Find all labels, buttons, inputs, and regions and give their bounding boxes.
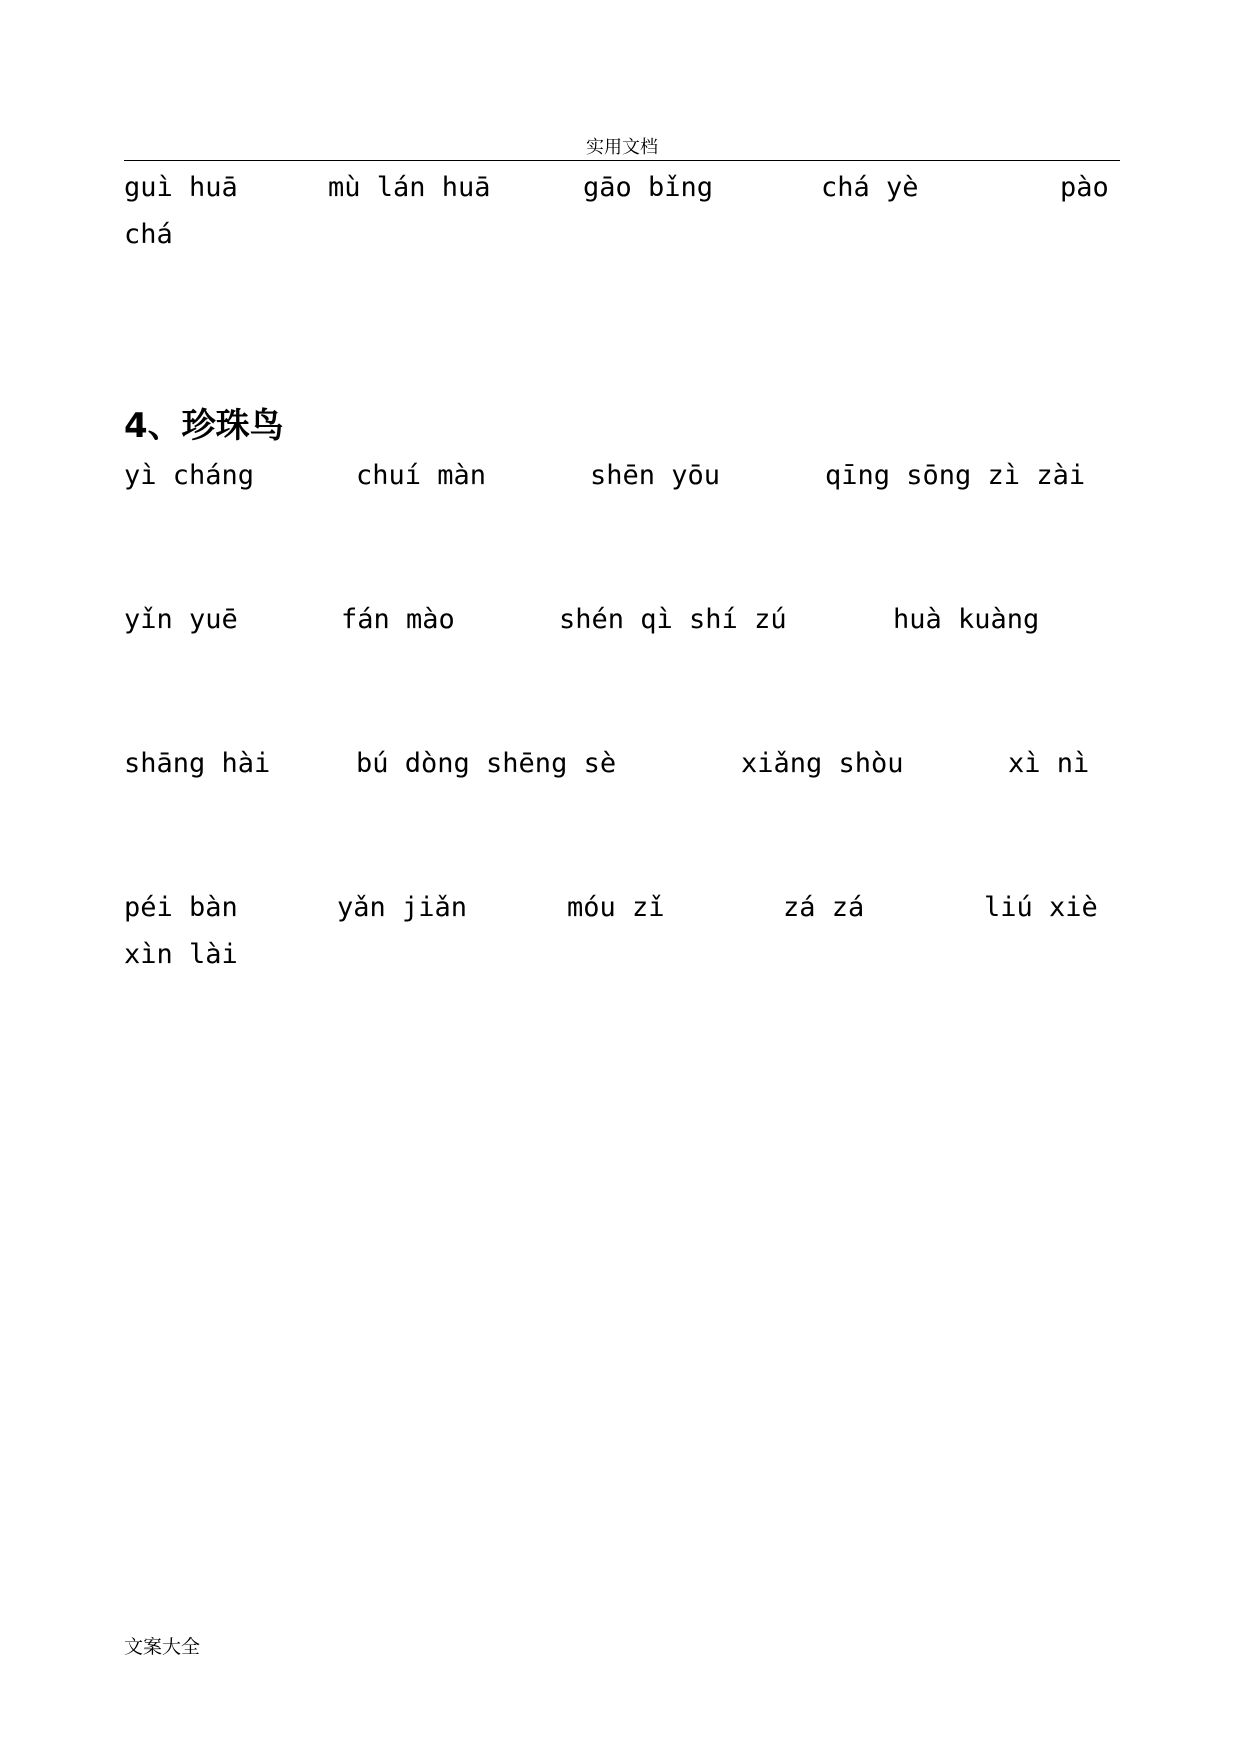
pinyin-row (124, 888, 1120, 928)
pinyin-word: liú xiè (984, 892, 1098, 923)
pinyin-word: gāo bǐng (583, 172, 714, 203)
pinyin-word: qīng sōng zì zài (825, 460, 1086, 491)
pinyin-word: xiǎng shòu (741, 748, 904, 779)
pinyin-word: mù lán huā (328, 172, 491, 203)
pinyin-word: móu zǐ (567, 892, 665, 923)
pinyin-word: xì nì (1008, 748, 1090, 779)
pinyin-word: shén qì shí zú (559, 604, 787, 635)
pinyin-word: bú dòng shēng sè (356, 748, 617, 779)
pinyin-row (124, 935, 1120, 975)
pinyin-word: yǐn yuē (124, 604, 238, 635)
page-header: 实用文档 (586, 137, 658, 158)
pinyin-word: péi bàn (124, 892, 238, 923)
pinyin-word: shēn yōu (590, 460, 721, 491)
header-rule (124, 160, 1120, 161)
pinyin-word: chuí màn (356, 460, 487, 491)
pinyin-row (124, 215, 1120, 255)
pinyin-word: xìn lài (124, 939, 238, 970)
pinyin-word: chá (124, 219, 173, 250)
pinyin-row (124, 168, 1120, 208)
page-footer: 文案大全 (124, 1636, 201, 1658)
section-title: 4、珍珠鸟 (124, 406, 284, 446)
pinyin-word: yì cháng (124, 460, 255, 491)
pinyin-row (124, 744, 1120, 784)
pinyin-row (124, 456, 1120, 496)
pinyin-word: pào (1060, 172, 1109, 203)
pinyin-word: yǎn jiǎn (337, 892, 468, 923)
pinyin-word: shāng hài (124, 748, 271, 779)
pinyin-word: guì huā (124, 172, 238, 203)
pinyin-row (124, 600, 1120, 640)
pinyin-word: chá yè (821, 172, 919, 203)
pinyin-word: fán mào (341, 604, 455, 635)
pinyin-word: zá zá (783, 892, 865, 923)
pinyin-word: huà kuàng (893, 604, 1040, 635)
